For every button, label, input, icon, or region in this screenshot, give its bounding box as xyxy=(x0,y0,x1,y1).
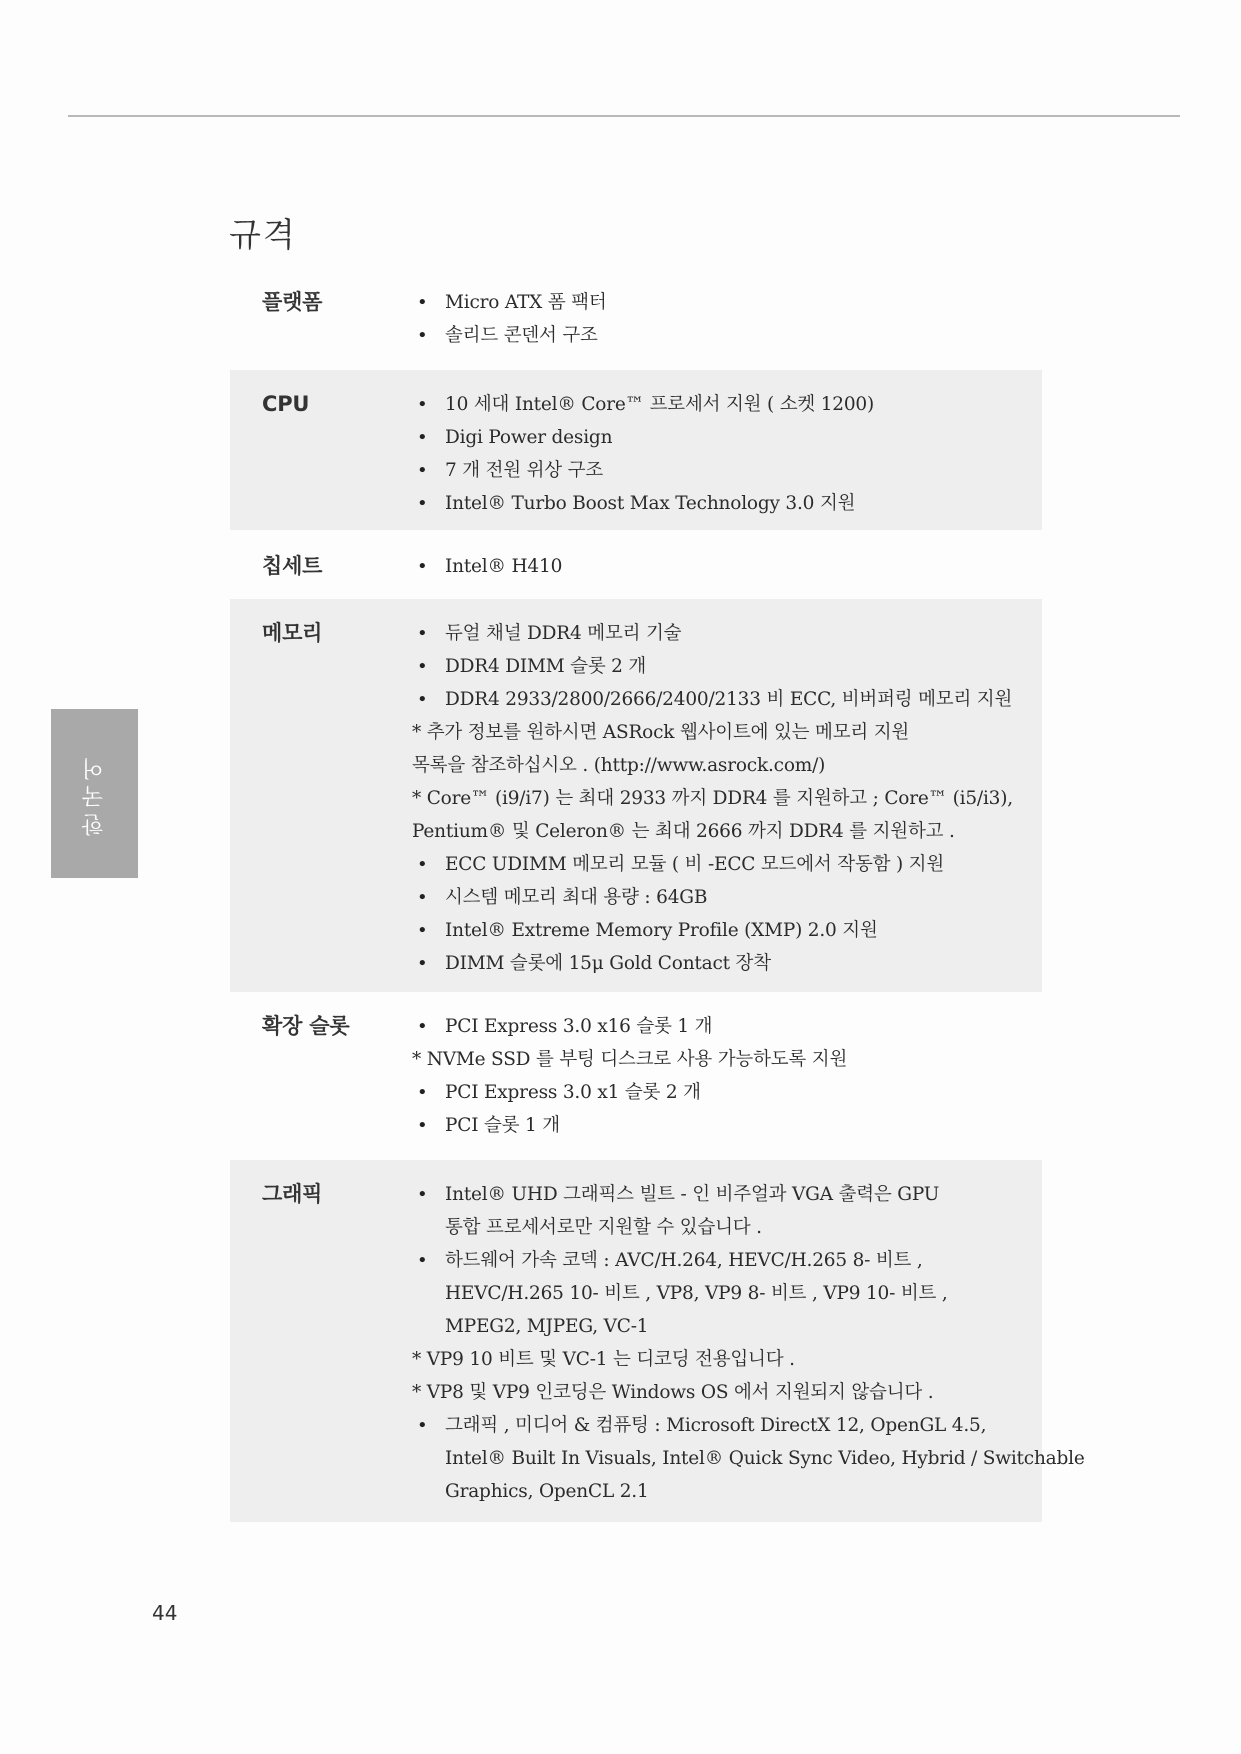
spec-bullet-item: • 그래픽 , 미디어 & 컴퓨팅 : Microsoft DirectX 12, OpenGL 4.5, xyxy=(412,1409,1085,1442)
spec-row-platform xyxy=(230,286,1042,370)
spec-bullet-item: • PCI Express 3.0 x16 슬롯 1 개 xyxy=(412,1010,1042,1043)
spec-bullet-item: • Micro ATX 폼 팩터 xyxy=(412,286,1042,319)
spec-bullet-item: • Intel® H410 xyxy=(412,550,1042,583)
spec-bullet-item: • 듀얼 채널 DDR4 메모리 기술 xyxy=(412,617,1042,650)
spec-row-memory xyxy=(230,599,1042,992)
spec-body-cpu xyxy=(412,388,1042,520)
spec-bullet-item: • 시스템 메모리 최대 용량 : 64GB xyxy=(412,881,1042,914)
spec-bullet-item: • 하드웨어 가속 코덱 : AVC/H.264, HEVC/H.265 8- 비트 , xyxy=(412,1244,1085,1277)
spec-bullet-item: • ECC UDIMM 메모리 모듈 ( 비 -ECC 모드에서 작동함 ) 지원 xyxy=(412,848,1042,881)
spec-note: * NVMe SSD 를 부팅 디스크로 사용 가능하도록 지원 xyxy=(412,1049,848,1070)
spec-label-platform: 플랫폼 xyxy=(262,290,323,314)
spec-label-chipset: 칩세트 xyxy=(262,554,323,578)
spec-bullet-item: • Intel® Extreme Memory Profile (XMP) 2.0 지원 xyxy=(412,914,1042,947)
spec-row-graphics xyxy=(230,1160,1085,1522)
spec-note: * Core™ (i9/i7) 는 최대 2933 까지 DDR4 를 지원하고 ; Core™ (i5/i3), xyxy=(412,788,1013,809)
spec-body-expansion xyxy=(412,1010,1042,1142)
spec-label-expansion: 확장 슬롯 xyxy=(262,1014,350,1038)
language-tab-label: 한국어 xyxy=(82,751,107,836)
spec-bullet-item: • 솔리드 콘덴서 구조 xyxy=(412,319,1042,352)
page-number: 44 xyxy=(152,1601,178,1625)
spec-note: * 추가 정보를 원하시면 ASRock 웹사이트에 있는 메모리 지원 xyxy=(412,722,910,743)
spec-note: * VP9 10 비트 및 VC-1 는 디코딩 전용입니다 . xyxy=(412,1349,795,1370)
spec-note: 목록을 참조하십시오 . (http://www.asrock.com/) xyxy=(412,755,826,776)
spec-note: Pentium® 및 Celeron® 는 최대 2666 까지 DDR4 를 지원하고 . xyxy=(412,821,955,842)
spec-bullet-item: • Intel® Turbo Boost Max Technology 3.0 지원 xyxy=(412,487,1042,520)
spec-row-cpu xyxy=(230,370,1042,530)
spec-bullet-item: • Intel® UHD 그래픽스 빌트 - 인 비주얼과 VGA 출력은 GPU xyxy=(412,1178,1085,1211)
spec-bullet-item: • DDR4 DIMM 슬롯 2 개 xyxy=(412,650,1042,683)
spec-body-graphics xyxy=(412,1178,1085,1508)
spec-bullet-item: • PCI 슬롯 1 개 xyxy=(412,1109,1042,1142)
spec-bullet-item: • PCI Express 3.0 x1 슬롯 2 개 xyxy=(412,1076,1042,1109)
page-title: 규격 xyxy=(229,215,297,254)
spec-label-memory: 메모리 xyxy=(262,621,323,645)
spec-label-graphics: 그래픽 xyxy=(262,1182,323,1206)
spec-table xyxy=(230,286,1085,1522)
top-rule xyxy=(68,115,1180,117)
spec-label-cpu: CPU xyxy=(262,392,310,416)
spec-bullet-item: • DIMM 슬롯에 15μ Gold Contact 장착 xyxy=(412,947,1042,980)
spec-body-memory xyxy=(412,617,1042,980)
spec-bullet-item: • 7 개 전원 위상 구조 xyxy=(412,454,1042,487)
spec-row-chipset xyxy=(230,530,1042,599)
spec-continuation: Intel® Built In Visuals, Intel® Quick Sync Video, Hybrid / Switchable xyxy=(445,1448,1085,1469)
spec-continuation: Graphics, OpenCL 2.1 xyxy=(445,1481,649,1502)
spec-bullet-item: • DDR4 2933/2800/2666/2400/2133 비 ECC, 비버퍼링 메모리 지원 xyxy=(412,683,1042,716)
spec-continuation: 통합 프로세서로만 지원할 수 있습니다 . xyxy=(445,1217,762,1238)
language-tab xyxy=(51,709,138,878)
spec-body-chipset xyxy=(412,550,1042,583)
spec-continuation: HEVC/H.265 10- 비트 , VP8, VP9 8- 비트 , VP9 10- 비트 , xyxy=(445,1283,948,1304)
spec-row-expansion xyxy=(230,992,1042,1160)
spec-bullet-item: • 10 세대 Intel® Core™ 프로세서 지원 ( 소켓 1200) xyxy=(412,388,1042,421)
spec-bullet-item: • Digi Power design xyxy=(412,421,1042,454)
spec-note: * VP8 및 VP9 인코딩은 Windows OS 에서 지원되지 않습니다 . xyxy=(412,1382,934,1403)
spec-continuation: MPEG2, MJPEG, VC-1 xyxy=(445,1316,649,1337)
spec-body-platform xyxy=(412,286,1042,352)
